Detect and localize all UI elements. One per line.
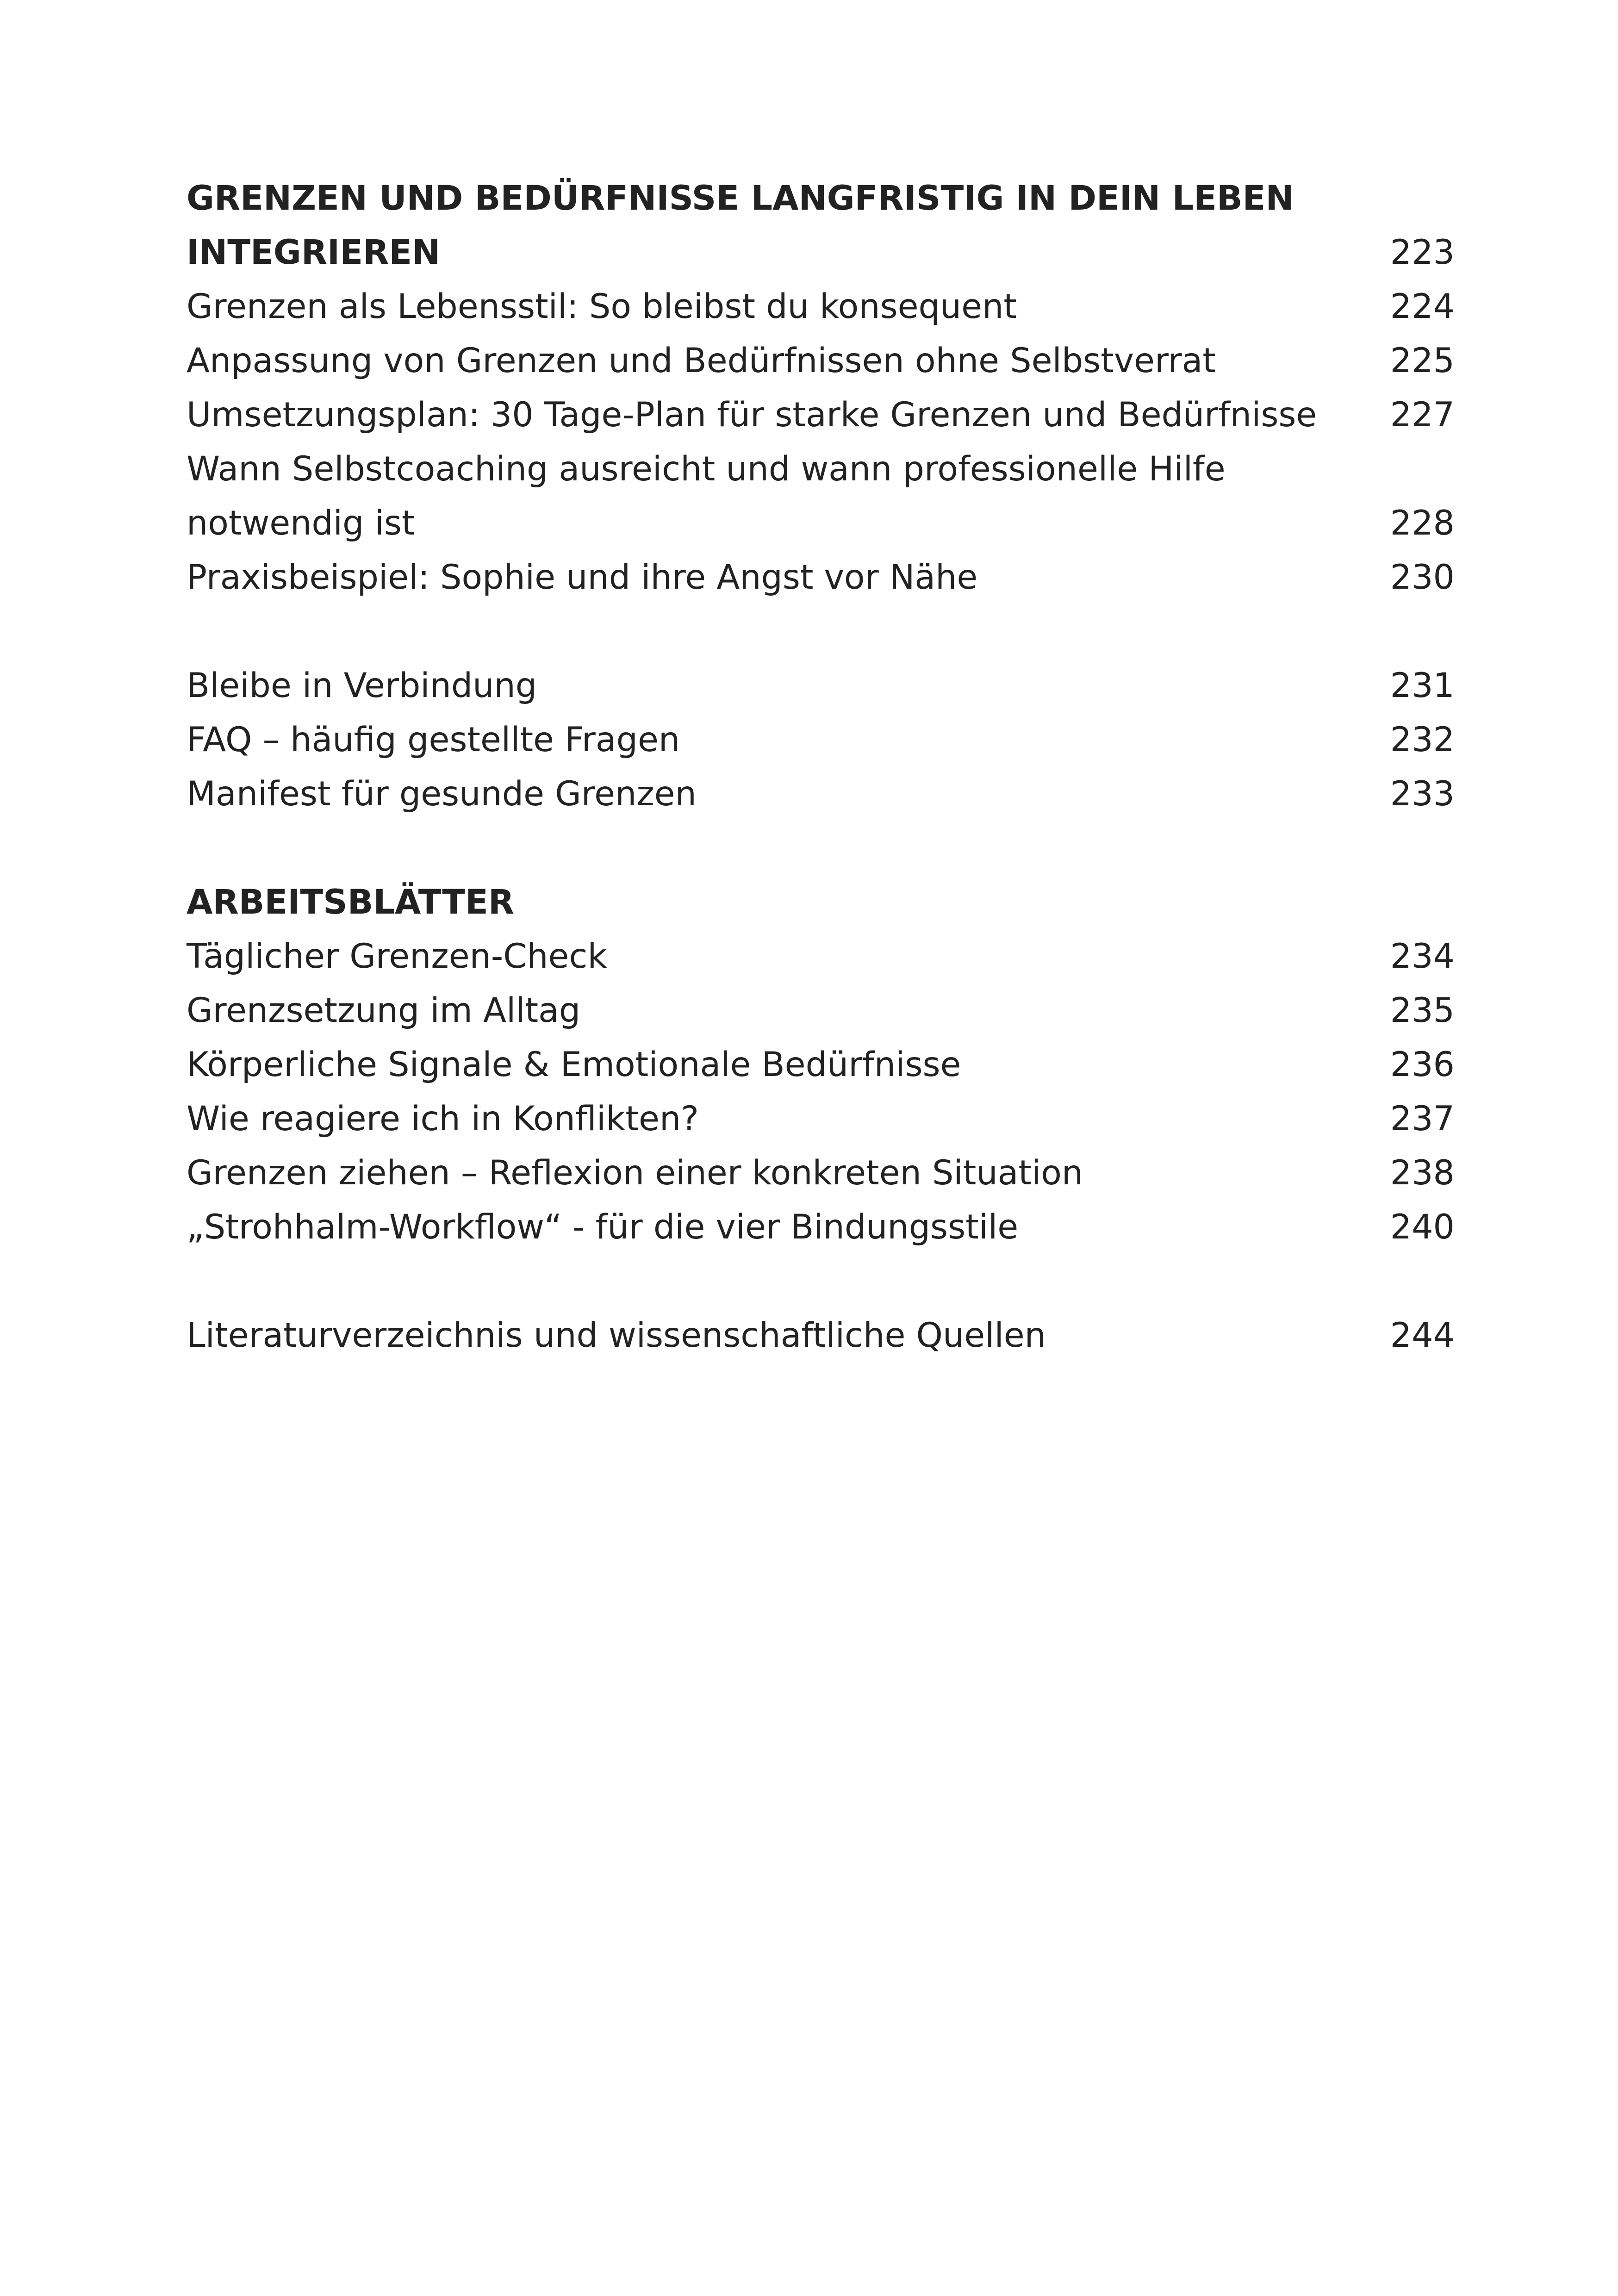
page-number: 235 xyxy=(1390,991,1455,1030)
toc-entry-title: Wie reagiere ich in Konflikten? xyxy=(187,1099,699,1139)
section-heading: ARBEITSBLÄTTER xyxy=(187,883,515,922)
toc-entry[interactable] xyxy=(187,929,1455,983)
toc-entry[interactable] xyxy=(187,1146,1455,1200)
toc-entry[interactable] xyxy=(187,442,1455,496)
toc-entry[interactable] xyxy=(187,983,1455,1038)
page-number: 225 xyxy=(1390,341,1455,380)
toc-entry[interactable] xyxy=(187,1038,1455,1092)
toc-entry[interactable] xyxy=(187,767,1455,821)
page-number: 228 xyxy=(1390,504,1455,543)
section-spacer xyxy=(187,821,1455,875)
page-number: 238 xyxy=(1390,1153,1455,1193)
page-number: 232 xyxy=(1390,720,1455,759)
page-number: 224 xyxy=(1390,287,1455,326)
section-spacer xyxy=(187,1254,1455,1308)
page-number: 223 xyxy=(1390,233,1455,272)
toc-entry-title: Körperliche Signale & Emotionale Bedürfnisse xyxy=(187,1045,961,1084)
toc-entry[interactable] xyxy=(187,388,1455,442)
toc-entry-title: Manifest für gesunde Grenzen xyxy=(187,774,697,814)
toc-entry[interactable] xyxy=(187,496,1455,550)
toc-entry-title: Bleibe in Verbindung xyxy=(187,666,537,705)
section-spacer xyxy=(187,604,1455,659)
section-heading-line xyxy=(187,171,1455,225)
section-heading-line xyxy=(187,875,1455,929)
toc-entry-title: Praxisbeispiel: Sophie und ihre Angst vor Nähe xyxy=(187,558,978,597)
page-number: 244 xyxy=(1390,1316,1455,1355)
toc-entry-title: notwendig ist xyxy=(187,504,415,543)
page-number: 234 xyxy=(1390,937,1455,976)
page-number: 233 xyxy=(1390,774,1455,814)
toc-entry[interactable] xyxy=(187,334,1455,388)
page-number: 231 xyxy=(1390,666,1455,705)
toc-entry[interactable] xyxy=(187,659,1455,713)
page-number: 227 xyxy=(1390,395,1455,435)
toc-entry[interactable] xyxy=(187,1200,1455,1254)
toc-entry-title: Grenzen ziehen – Reflexion einer konkreten Situation xyxy=(187,1153,1083,1193)
toc-entry-title: Wann Selbstcoaching ausreicht und wann professionelle Hilfe xyxy=(187,449,1226,489)
section-heading-line xyxy=(187,225,1455,280)
toc-entry-title: Täglicher Grenzen-Check xyxy=(187,937,607,976)
page-number: 237 xyxy=(1390,1099,1455,1139)
toc-entry-title: Grenzsetzung im Alltag xyxy=(187,991,581,1030)
toc-entry-title: FAQ – häufig gestellte Fragen xyxy=(187,720,680,759)
section-heading: GRENZEN UND BEDÜRFNISSE LANGFRISTIG IN DEIN LEBEN xyxy=(187,179,1294,218)
toc-entry-title: Literaturverzeichnis und wissenschaftliche Quellen xyxy=(187,1316,1046,1355)
page-number: 240 xyxy=(1390,1207,1455,1247)
toc-entry-title: „Strohhalm-Workflow“ - für die vier Bindungsstile xyxy=(187,1207,1019,1247)
table-of-contents xyxy=(187,171,1455,1363)
toc-entry-title: Anpassung von Grenzen und Bedürfnissen ohne Selbstverrat xyxy=(187,341,1216,380)
section-heading: INTEGRIEREN xyxy=(187,233,441,272)
toc-entry-title: Grenzen als Lebensstil: So bleibst du konsequent xyxy=(187,287,1017,326)
toc-entry[interactable] xyxy=(187,1092,1455,1146)
toc-entry[interactable] xyxy=(187,1308,1455,1363)
toc-entry[interactable] xyxy=(187,280,1455,334)
toc-entry[interactable] xyxy=(187,713,1455,767)
page-number: 230 xyxy=(1390,558,1455,597)
toc-entry-title: Umsetzungsplan: 30 Tage-Plan für starke Grenzen und Bedürfnisse xyxy=(187,395,1317,435)
page-number: 236 xyxy=(1390,1045,1455,1084)
toc-entry[interactable] xyxy=(187,550,1455,604)
